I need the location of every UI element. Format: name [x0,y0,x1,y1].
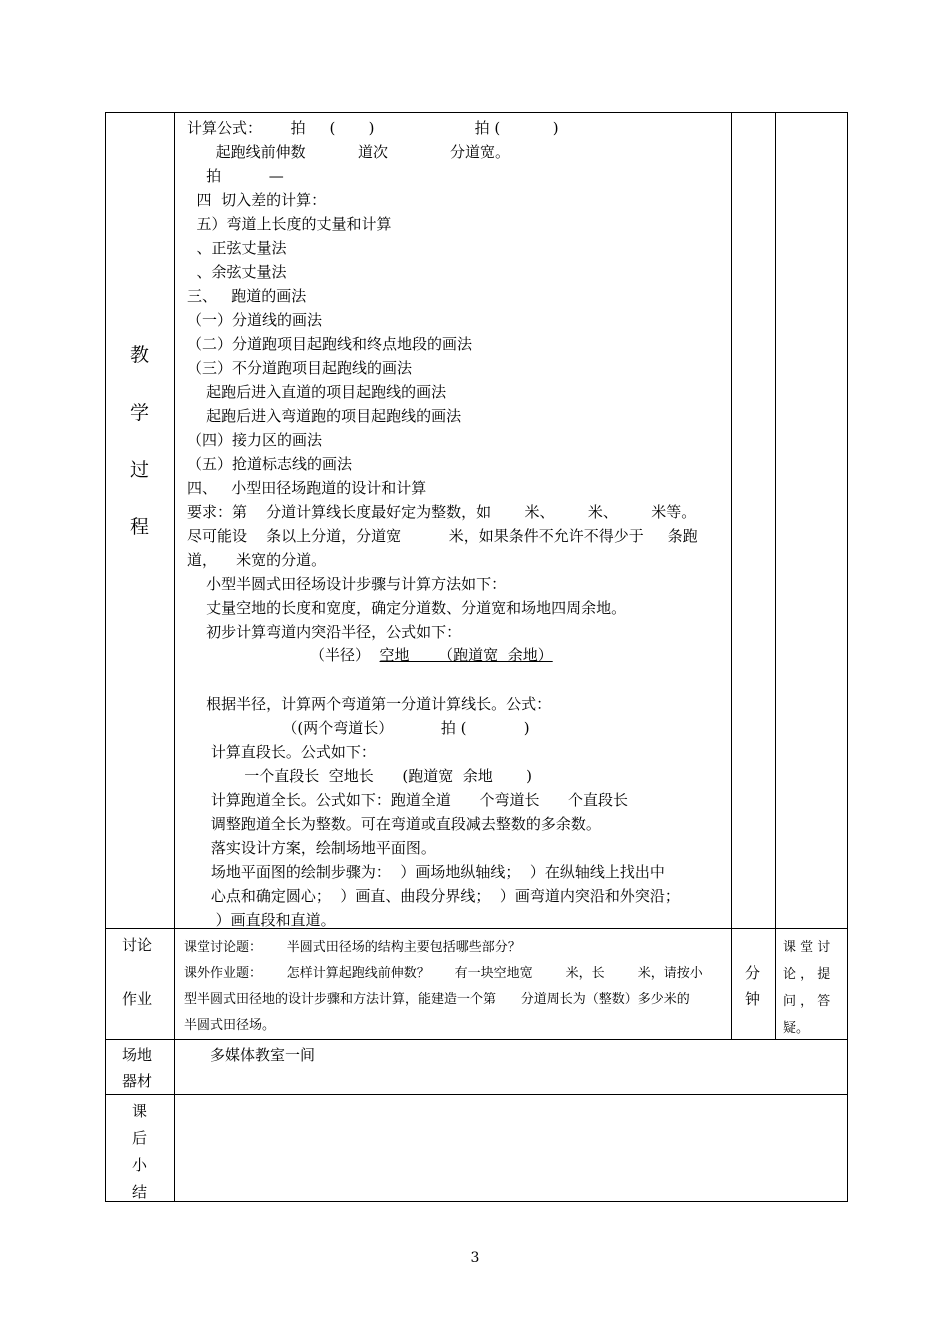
process-line: 丈量空地的长度和宽度，确定分道数、分道宽和场地四周余地。 [187,599,627,617]
process-line: 、正弦丈量法 [187,239,287,257]
process-line: 心点和确定圆心； ）画直、曲段分界线； ）画弯道内突沿和外突沿； [187,887,680,905]
label-summary-char: 结 [132,1183,148,1201]
column-divider [775,112,776,1040]
column-divider [174,112,175,1202]
process-line: ）画直段和直道。 [187,911,336,929]
label-process-char: 过 [130,459,150,481]
table-bottom-border [105,1201,848,1202]
formula-radius [310,646,553,664]
process-line: 要求：第 分道计算线长度最好定为整数，如 米、 米、 米等。 [187,503,697,521]
row-divider [105,1039,848,1040]
process-line: （二）分道跑项目起跑线和终点地段的画法 [187,335,473,353]
process-line: （(两个弯道长） 拍 ( ) [187,719,530,737]
process-line: 初步计算弯道内突沿半径，公式如下： [187,623,462,641]
process-line: 拍 — [187,167,284,185]
label-discussion: 讨论 [122,936,153,954]
discussion-line: 型半圆式田径地的设计步骤和方法计算，能建造一个第 分道周长为（整数）多少米的 [184,992,690,1007]
label-venue: 场地 [122,1046,153,1064]
process-line: 道， 米宽的分道。 [187,551,327,569]
process-line: 计算跑道全长。公式如下：跑道全道 个弯道长 个直段长 [187,791,629,809]
venue-text: 多媒体教室一间 [210,1046,316,1064]
remarks-line: 问 ， 答 [783,994,831,1009]
process-line: 场地平面图的绘制步骤为： ）画场地纵轴线； ）在纵轴线上找出中 [187,863,665,881]
label-process-char: 教 [130,344,150,366]
process-line: 一个直段长 空地长 (跑道宽 余地 ) [187,767,532,785]
process-line: 计算公式： 拍 ( ) 拍 ( ) [187,119,559,137]
process-line: 、余弦丈量法 [187,263,287,281]
label-summary-char: 小 [132,1156,148,1174]
process-line: 起跑线前伸数 道次 分道宽。 [187,143,511,161]
minutes-char: 分 [745,964,761,982]
discussion-line: 课堂讨论题： 半圆式田径场的结构主要包括哪些部分？ [184,940,521,955]
label-process-char: 程 [130,516,150,538]
remarks-line: 论 ， 提 [783,967,831,982]
process-line: 三、 跑道的画法 [187,287,307,305]
remarks-line: 课 堂 讨 [783,940,831,955]
process-line: 根据半径，计算两个弯道第一分道计算线长。公式： [187,695,552,713]
discussion-line: 半圆式田径场。 [184,1018,276,1033]
column-divider [731,112,732,1040]
table-left-border [105,112,106,1202]
table-right-border [847,112,848,1202]
process-line: 调整跑道全长为整数。可在弯道或直段减去整数的多余数。 [187,815,601,833]
page-number: 3 [470,1250,480,1266]
row-divider [105,1094,848,1095]
process-line: （五）抢道标志线的画法 [187,455,353,473]
minutes-char: 钟 [745,990,761,1008]
process-line: 四、 小型田径场跑道的设计和计算 [187,479,427,497]
process-line: 计算直段长。公式如下： [187,743,376,761]
process-line: 起跑后进入直道的项目起跑线的画法 [187,383,447,401]
remarks-line: 疑。 [783,1021,810,1036]
formula-radius-underlined: 空地 （跑道宽 余地） [379,646,553,664]
process-line: （一）分道线的画法 [187,311,323,329]
process-line: 小型半圆式田径场设计步骤与计算方法如下： [187,575,507,593]
process-line: （四）接力区的画法 [187,431,323,449]
label-process-char: 学 [130,402,150,424]
process-line: 四 切入差的计算： [187,191,327,209]
label-venue: 器材 [122,1072,153,1090]
formula-radius-prefix: （半径） [310,646,380,664]
label-homework: 作业 [122,990,153,1008]
process-line: 尽可能设 条以上分道，分道宽 米，如果条件不允许不得少于 条跑 [187,527,698,545]
process-line: 起跑后进入弯道跑的项目起跑线的画法 [187,407,462,425]
process-line: （三）不分道跑项目起跑线的画法 [187,359,413,377]
process-line: 五）弯道上长度的丈量和计算 [187,215,392,233]
label-summary-char: 后 [132,1129,148,1147]
process-line: 落实设计方案，绘制场地平面图。 [187,839,436,857]
table-top-border [105,112,848,113]
label-summary-char: 课 [132,1102,148,1120]
discussion-line: 课外作业题： 怎样计算起跑线前伸数？ 有一块空地宽 米，长 米，请按小 [184,966,703,981]
